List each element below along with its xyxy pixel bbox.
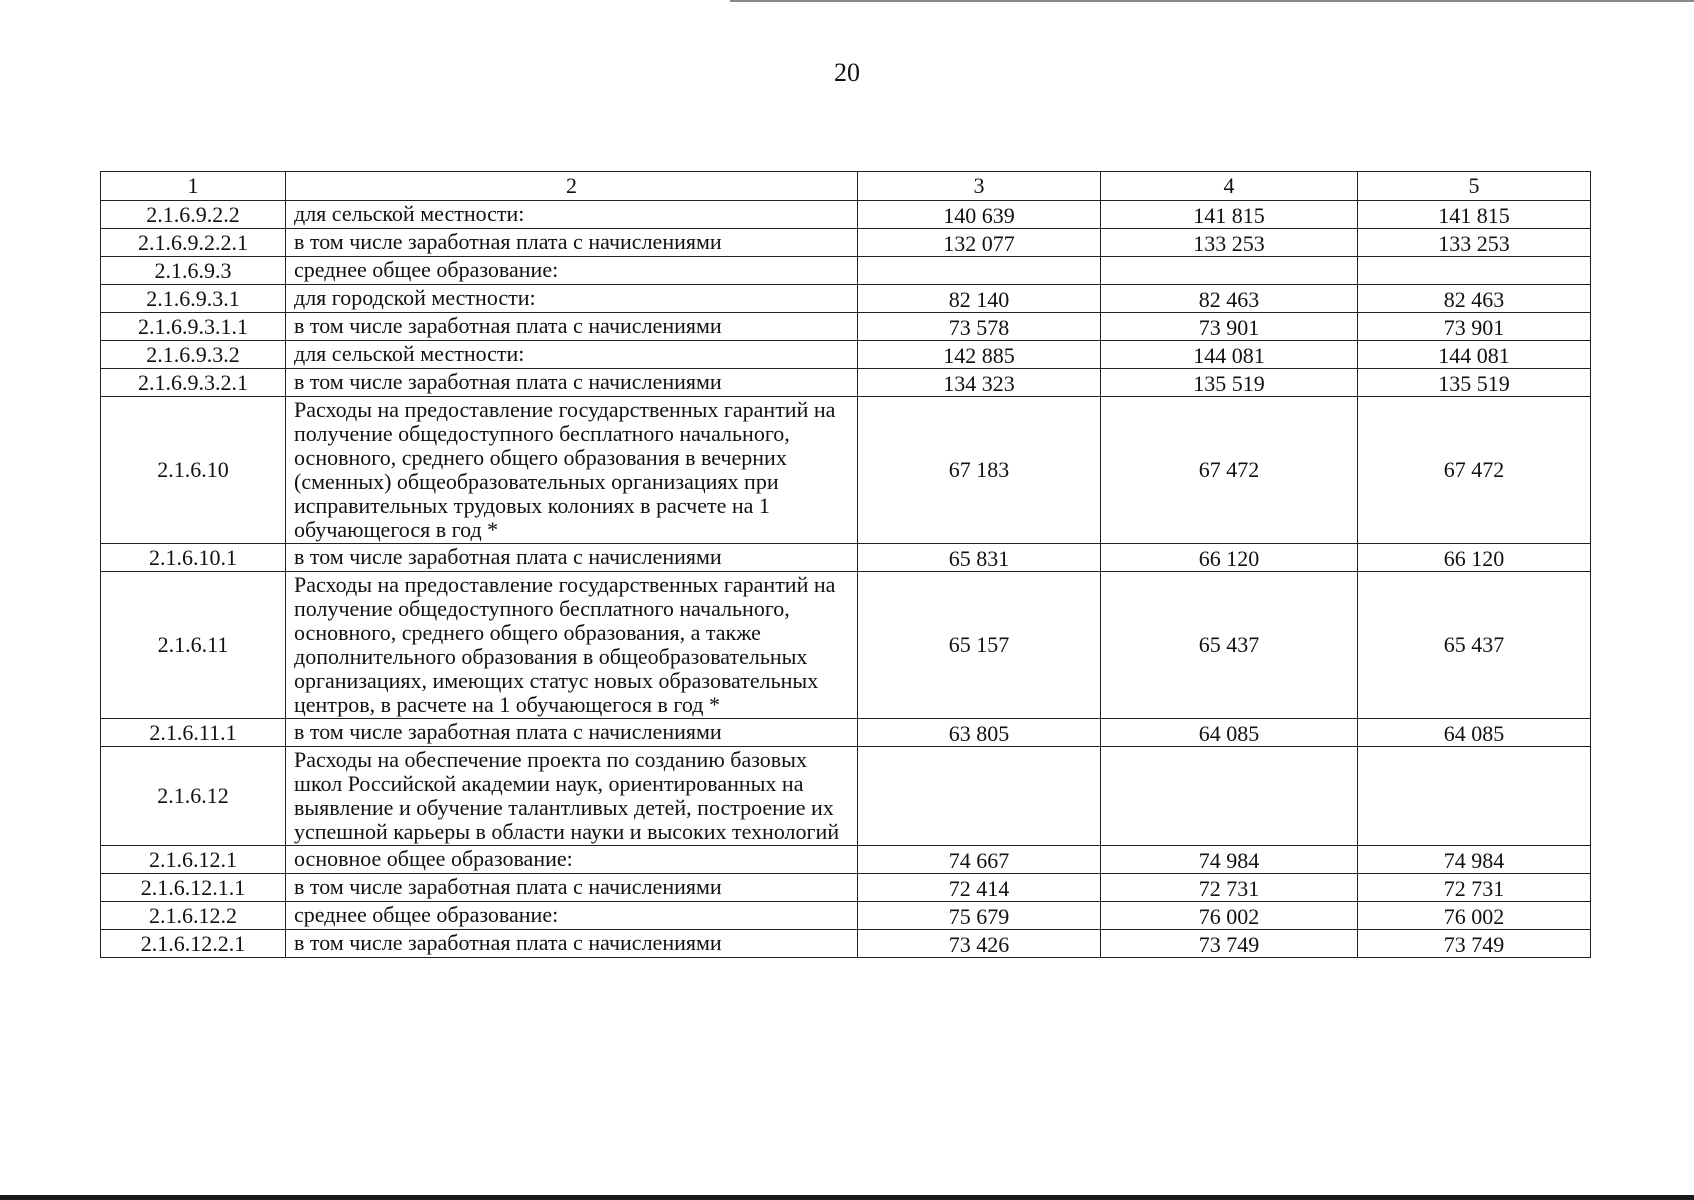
row-value-col4: 133 253 bbox=[1101, 229, 1358, 257]
table-row bbox=[101, 874, 1591, 902]
row-value-col4: 67 472 bbox=[1101, 397, 1358, 544]
table-row bbox=[101, 257, 1591, 285]
row-code: 2.1.6.12.2 bbox=[101, 902, 286, 930]
row-value-col3: 65 831 bbox=[858, 544, 1101, 572]
row-value-col4: 144 081 bbox=[1101, 341, 1358, 369]
row-value-col3: 134 323 bbox=[858, 369, 1101, 397]
row-value-col4: 66 120 bbox=[1101, 544, 1358, 572]
data-table bbox=[100, 171, 1591, 958]
page-number: 20 bbox=[834, 58, 860, 87]
row-value-col3 bbox=[858, 257, 1101, 285]
row-description: Расходы на предоставление государственных гарантий на получение общедоступного бесплатного начального, основного, среднего общего образования в вечерних (сменных) общеобразовательных организациях при исправительных трудовых колониях в расчете на 1 обучающегося в год * bbox=[286, 397, 858, 544]
row-value-col3: 82 140 bbox=[858, 285, 1101, 313]
row-code: 2.1.6.10.1 bbox=[101, 544, 286, 572]
row-code: 2.1.6.9.3.1 bbox=[101, 285, 286, 313]
row-value-col5: 73 749 bbox=[1358, 930, 1591, 958]
row-value-col5 bbox=[1358, 257, 1591, 285]
row-description: в том числе заработная плата с начислениями bbox=[286, 229, 858, 257]
scan-edge-bottom bbox=[0, 1195, 1694, 1200]
row-value-col4: 73 901 bbox=[1101, 313, 1358, 341]
row-description: среднее общее образование: bbox=[286, 257, 858, 285]
row-value-col5: 144 081 bbox=[1358, 341, 1591, 369]
row-description: основное общее образование: bbox=[286, 846, 858, 874]
table-row bbox=[101, 719, 1591, 747]
table-row bbox=[101, 201, 1591, 229]
row-description: в том числе заработная плата с начислениями bbox=[286, 930, 858, 958]
row-value-col4: 73 749 bbox=[1101, 930, 1358, 958]
row-value-col5: 67 472 bbox=[1358, 397, 1591, 544]
row-value-col4 bbox=[1101, 257, 1358, 285]
table-row bbox=[101, 285, 1591, 313]
row-description: в том числе заработная плата с начислениями bbox=[286, 369, 858, 397]
scan-edge-top bbox=[730, 0, 1694, 2]
row-description: в том числе заработная плата с начислениями bbox=[286, 719, 858, 747]
row-value-col3: 75 679 bbox=[858, 902, 1101, 930]
row-value-col3: 140 639 bbox=[858, 201, 1101, 229]
table-row bbox=[101, 902, 1591, 930]
row-description: для городской местности: bbox=[286, 285, 858, 313]
row-value-col4: 65 437 bbox=[1101, 572, 1358, 719]
column-header: 5 bbox=[1358, 172, 1591, 201]
row-value-col3: 73 578 bbox=[858, 313, 1101, 341]
row-code: 2.1.6.9.3.2 bbox=[101, 341, 286, 369]
row-code: 2.1.6.12.2.1 bbox=[101, 930, 286, 958]
row-description: для сельской местности: bbox=[286, 201, 858, 229]
row-value-col4: 76 002 bbox=[1101, 902, 1358, 930]
table-row bbox=[101, 313, 1591, 341]
row-code: 2.1.6.9.2.2.1 bbox=[101, 229, 286, 257]
row-value-col3: 142 885 bbox=[858, 341, 1101, 369]
row-description: для сельской местности: bbox=[286, 341, 858, 369]
row-description: Расходы на предоставление государственных гарантий на получение общедоступного бесплатного начального, основного, среднего общего образования, а также дополнительного образования в общеобразовательных организациях, имеющих статус новых образовательных центров, в расчете на 1 обучающегося в год * bbox=[286, 572, 858, 719]
table-row bbox=[101, 397, 1591, 544]
row-value-col3: 63 805 bbox=[858, 719, 1101, 747]
table-row bbox=[101, 544, 1591, 572]
row-value-col4: 82 463 bbox=[1101, 285, 1358, 313]
column-header: 2 bbox=[286, 172, 858, 201]
table-row bbox=[101, 229, 1591, 257]
row-value-col4: 72 731 bbox=[1101, 874, 1358, 902]
row-value-col4: 141 815 bbox=[1101, 201, 1358, 229]
column-header: 4 bbox=[1101, 172, 1358, 201]
row-value-col5: 66 120 bbox=[1358, 544, 1591, 572]
row-value-col4: 74 984 bbox=[1101, 846, 1358, 874]
row-value-col5: 64 085 bbox=[1358, 719, 1591, 747]
row-code: 2.1.6.9.3.2.1 bbox=[101, 369, 286, 397]
row-value-col3: 73 426 bbox=[858, 930, 1101, 958]
row-value-col5: 73 901 bbox=[1358, 313, 1591, 341]
row-value-col5: 135 519 bbox=[1358, 369, 1591, 397]
row-value-col5: 82 463 bbox=[1358, 285, 1591, 313]
row-value-col5: 65 437 bbox=[1358, 572, 1591, 719]
table-row bbox=[101, 572, 1591, 719]
row-code: 2.1.6.9.3 bbox=[101, 257, 286, 285]
row-value-col3: 72 414 bbox=[858, 874, 1101, 902]
row-value-col3: 65 157 bbox=[858, 572, 1101, 719]
table-row bbox=[101, 369, 1591, 397]
column-header: 3 bbox=[858, 172, 1101, 201]
row-value-col5: 74 984 bbox=[1358, 846, 1591, 874]
row-description: в том числе заработная плата с начислениями bbox=[286, 544, 858, 572]
table-header-row bbox=[101, 172, 1591, 201]
column-header: 1 bbox=[101, 172, 286, 201]
table-row bbox=[101, 341, 1591, 369]
row-code: 2.1.6.11.1 bbox=[101, 719, 286, 747]
row-value-col4: 64 085 bbox=[1101, 719, 1358, 747]
row-value-col3 bbox=[858, 747, 1101, 846]
row-value-col3: 67 183 bbox=[858, 397, 1101, 544]
row-value-col4 bbox=[1101, 747, 1358, 846]
row-description: в том числе заработная плата с начислениями bbox=[286, 874, 858, 902]
row-code: 2.1.6.11 bbox=[101, 572, 286, 719]
row-code: 2.1.6.12 bbox=[101, 747, 286, 846]
table-row bbox=[101, 846, 1591, 874]
row-value-col4: 135 519 bbox=[1101, 369, 1358, 397]
row-description: среднее общее образование: bbox=[286, 902, 858, 930]
row-value-col5: 72 731 bbox=[1358, 874, 1591, 902]
table-row bbox=[101, 930, 1591, 958]
row-value-col3: 74 667 bbox=[858, 846, 1101, 874]
row-code: 2.1.6.12.1.1 bbox=[101, 874, 286, 902]
table-row bbox=[101, 747, 1591, 846]
row-description: Расходы на обеспечение проекта по созданию базовых школ Российской академии наук, ориентированных на выявление и обучение талантливых детей, построение их успешной карьеры в области науки и высоких технологий bbox=[286, 747, 858, 846]
row-code: 2.1.6.9.3.1.1 bbox=[101, 313, 286, 341]
row-value-col5: 76 002 bbox=[1358, 902, 1591, 930]
row-value-col3: 132 077 bbox=[858, 229, 1101, 257]
row-code: 2.1.6.10 bbox=[101, 397, 286, 544]
row-description: в том числе заработная плата с начислениями bbox=[286, 313, 858, 341]
row-code: 2.1.6.9.2.2 bbox=[101, 201, 286, 229]
row-value-col5: 141 815 bbox=[1358, 201, 1591, 229]
row-code: 2.1.6.12.1 bbox=[101, 846, 286, 874]
row-value-col5: 133 253 bbox=[1358, 229, 1591, 257]
row-value-col5 bbox=[1358, 747, 1591, 846]
